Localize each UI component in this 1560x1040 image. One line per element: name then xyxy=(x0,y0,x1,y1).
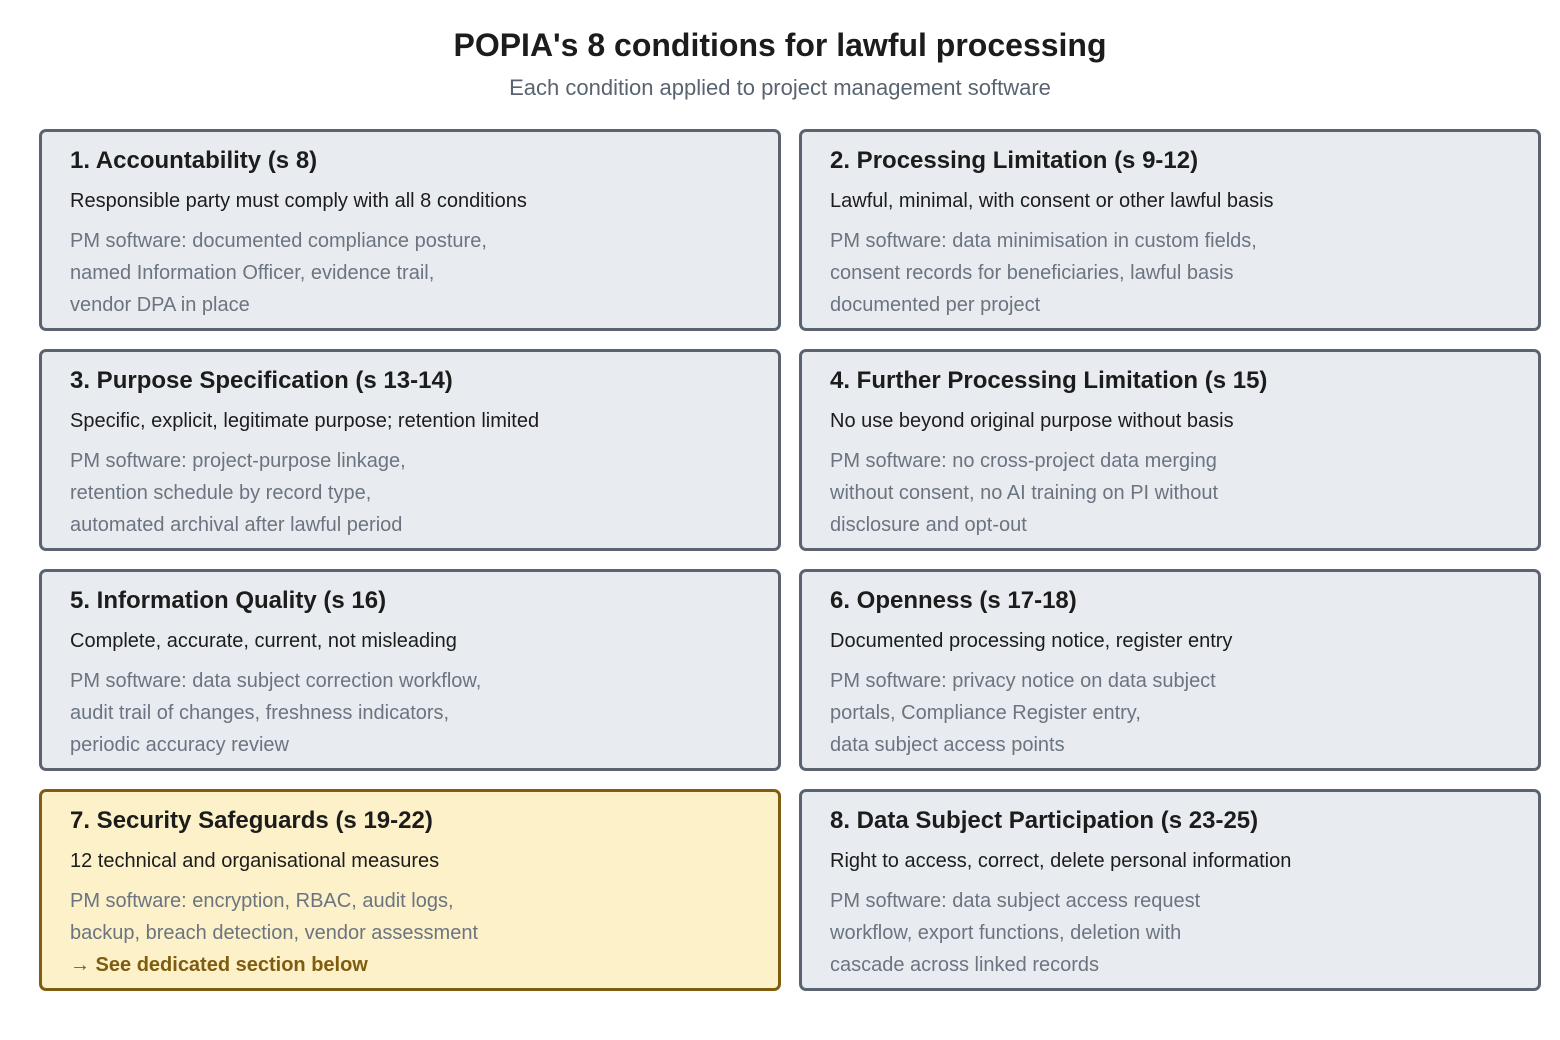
condition-application xyxy=(830,445,1510,541)
condition-card-security-safeguards xyxy=(39,789,781,991)
application-line: documented per project xyxy=(830,294,1041,316)
see-section-link[interactable]: → See dedicated section below xyxy=(70,954,368,976)
condition-application xyxy=(830,225,1510,321)
condition-application xyxy=(830,885,1510,981)
condition-application xyxy=(70,225,750,321)
application-line: automated archival after lawful period xyxy=(70,514,403,536)
condition-title: 5. Information Quality (s 16) xyxy=(70,587,387,614)
condition-description: Responsible party must comply with all 8 conditions xyxy=(70,190,527,212)
application-line: PM software: privacy notice on data subject xyxy=(830,670,1216,692)
application-line: backup, breach detection, vendor assessment xyxy=(70,922,479,944)
application-line: portals, Compliance Register entry, xyxy=(830,702,1141,724)
condition-description: Right to access, correct, delete personal information xyxy=(830,850,1292,872)
application-line: PM software: project-purpose linkage, xyxy=(70,450,406,472)
condition-card-openness xyxy=(799,569,1541,771)
condition-description: Specific, explicit, legitimate purpose; retention limited xyxy=(70,410,540,432)
condition-title: 6. Openness (s 17-18) xyxy=(830,587,1077,614)
condition-application xyxy=(830,665,1510,761)
condition-title: 4. Further Processing Limitation (s 15) xyxy=(830,367,1268,394)
condition-description: Complete, accurate, current, not misleading xyxy=(70,630,457,652)
application-line: workflow, export functions, deletion with xyxy=(830,922,1182,944)
application-line: PM software: no cross-project data merging xyxy=(830,450,1217,472)
condition-application xyxy=(70,445,750,541)
application-line: disclosure and opt-out xyxy=(830,514,1027,536)
condition-description: Documented processing notice, register entry xyxy=(830,630,1233,652)
condition-card-data-subject-participation xyxy=(799,789,1541,991)
application-line: periodic accuracy review xyxy=(70,734,289,756)
condition-description: 12 technical and organisational measures xyxy=(70,850,440,872)
condition-application xyxy=(70,665,750,761)
application-line: cascade across linked records xyxy=(830,954,1100,976)
condition-title: 1. Accountability (s 8) xyxy=(70,147,318,174)
condition-title: 3. Purpose Specification (s 13-14) xyxy=(70,367,453,394)
application-line: PM software: data subject correction workflow, xyxy=(70,670,482,692)
application-line: retention schedule by record type, xyxy=(70,482,372,504)
condition-card-information-quality xyxy=(39,569,781,771)
condition-title: 7. Security Safeguards (s 19-22) xyxy=(70,807,433,834)
condition-card-further-processing-limitation xyxy=(799,349,1541,551)
condition-description: Lawful, minimal, with consent or other lawful basis xyxy=(830,190,1274,212)
page-subtitle: Each condition applied to project management software xyxy=(509,75,1051,100)
condition-description: No use beyond original purpose without basis xyxy=(830,410,1234,432)
application-line: PM software: documented compliance posture, xyxy=(70,230,487,252)
application-line: PM software: encryption, RBAC, audit logs, xyxy=(70,890,454,912)
application-line: named Information Officer, evidence trail, xyxy=(70,262,435,284)
application-line: without consent, no AI training on PI without xyxy=(830,482,1219,504)
application-line: PM software: data minimisation in custom fields, xyxy=(830,230,1257,252)
condition-card-processing-limitation xyxy=(799,129,1541,331)
condition-card-accountability xyxy=(39,129,781,331)
application-line: consent records for beneficiaries, lawful basis xyxy=(830,262,1234,284)
page-title: POPIA's 8 conditions for lawful processing xyxy=(453,27,1107,63)
condition-title: 2. Processing Limitation (s 9-12) xyxy=(830,147,1199,174)
condition-card-purpose-specification xyxy=(39,349,781,551)
application-line: data subject access points xyxy=(830,734,1065,756)
application-line: PM software: data subject access request xyxy=(830,890,1201,912)
conditions-grid xyxy=(39,129,1541,991)
condition-application xyxy=(70,885,750,981)
application-line: audit trail of changes, freshness indicators, xyxy=(70,702,450,724)
condition-title: 8. Data Subject Participation (s 23-25) xyxy=(830,807,1259,834)
application-line: vendor DPA in place xyxy=(70,294,250,316)
